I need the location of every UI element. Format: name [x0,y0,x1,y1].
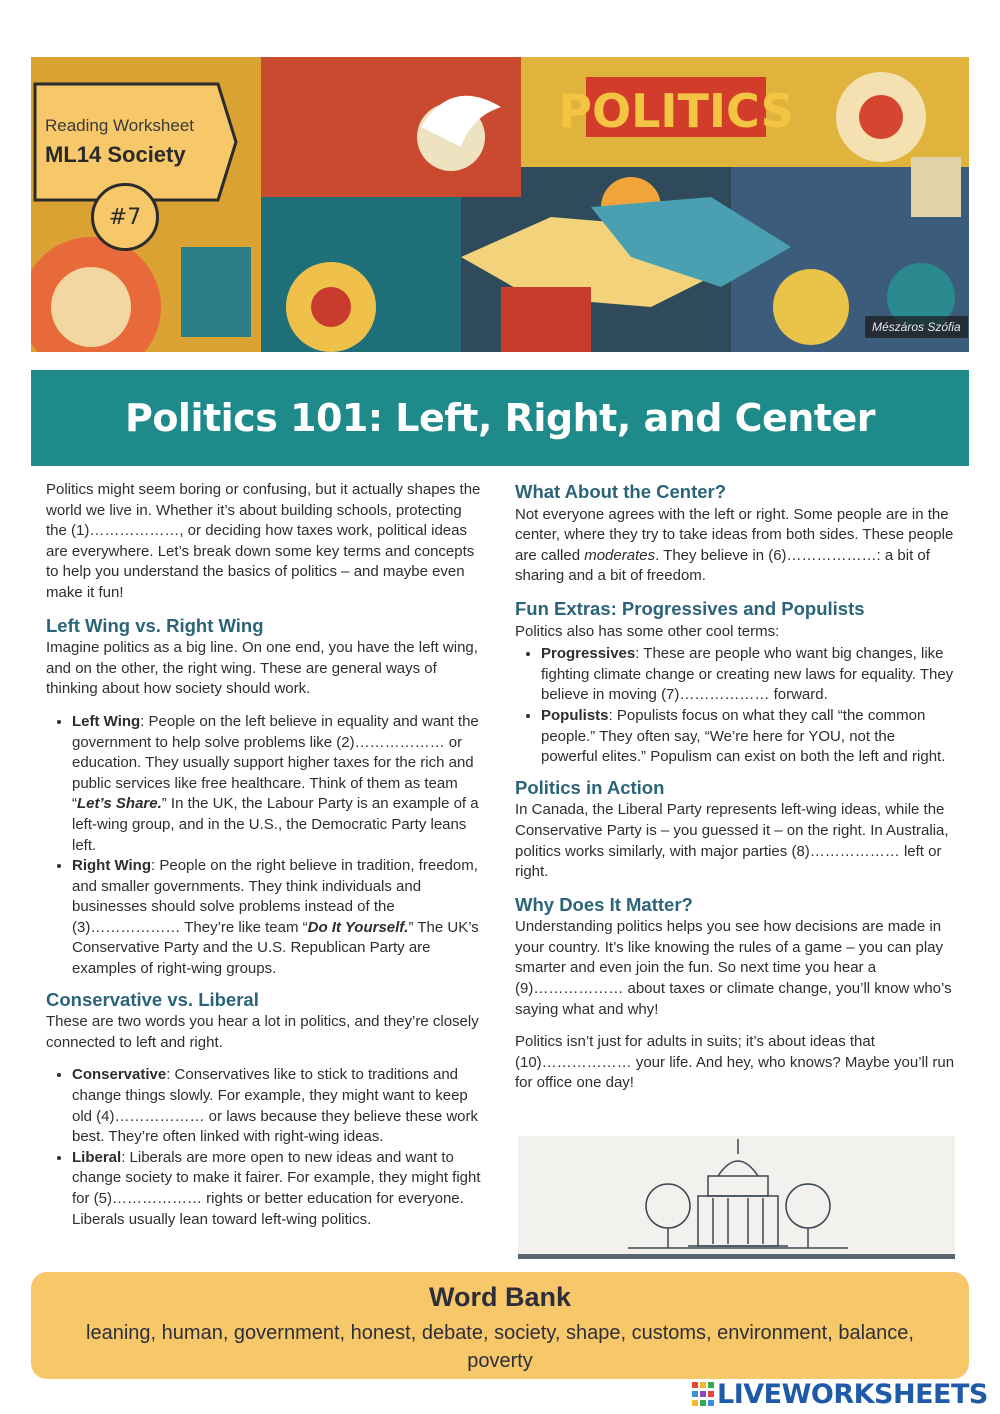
word-bank [31,1272,969,1379]
right-column [515,480,955,1106]
left-wing-slogan: Let’s Share. [77,795,162,813]
heading-matter: Why Does It Matter? [515,893,693,915]
matter-paragraph: Understanding politics helps you see how decisions are made in your country. It’s like knowing the rules of a game – you can play smarter and even join the fun. So next time you hear a (9)……………… about taxes or climate change, you’ll know who’s saying what and why! [515,918,952,1018]
wings-list [46,712,486,980]
term-left-wing: Left Wing [72,712,141,730]
heading-center: What About the Center? [515,481,727,502]
list-item [541,644,955,706]
capitol-building-icon [518,1136,955,1259]
cons-list [46,1065,486,1230]
right-wing-slogan: Do It Yourself. [307,918,409,936]
right-wing-text: : People on the right believe in tradition, freedom, and smaller governments. They think individuals and businesses should solve problems instead of the (3)……………… They’re like team “ [72,857,478,936]
progressives-text: : These are people who want big changes, like fighting climate change or creating new laws for equality. They believe in moving (7)……………… forward. [541,645,954,704]
left-wing-text-2: ” In the UK, the Labour Party is an example of a left-wing group, and in the U.S., the Democratic Party leans left. [72,795,479,854]
term-progressives: Progressives [541,645,636,663]
artist-signature: Mészáros Szófia [865,316,968,338]
list-item [541,706,955,768]
heading-action: Politics in Action [515,776,665,798]
closing-paragraph: Politics isn’t just for adults in suits; it’s about ideas that (10)……………… your life. And hey, who knows? Maybe you’ll run for office one day! [515,1033,955,1092]
liveworksheets-logo[interactable] [692,1379,988,1409]
liberal-text: : Liberals are more open to new ideas and want to change society to make it fairer. For example, they might fight for (5)……………… rights or better education for everyone. Liberals usually lean toward left-wing politics. [72,1148,481,1228]
poster-word: POLITICS [558,84,794,138]
badge-subtitle: Reading Worksheet [45,116,194,135]
term-conservative: Conservative [72,1066,167,1084]
heading-fun-extras: Fun Extras: Progressives and Populists [515,597,865,619]
term-right-wing: Right Wing [72,857,152,875]
title-bar [31,370,969,466]
heading-conservative-liberal: Conservative vs. Liberal [46,988,259,1010]
page-title: Politics 101: Left, Right, and Center [124,396,876,440]
wings-paragraph: Imagine politics as a big line. On one end, you have the left wing, and on the other, the right wing. These are general ways of thinking about how society should work. [46,639,478,698]
center-paragraph [515,505,955,587]
word-bank-words: leaning, human, government, honest, debate, society, shape, customs, environment, balance, poverty [86,1322,914,1372]
list-item [72,712,486,856]
cons-paragraph: These are two words you hear a lot in politics, and they’re closely connected to left and right. [46,1013,479,1051]
term-populists: Populists [541,706,609,724]
badge-title: ML14 Society [45,142,186,167]
center-text: Not everyone agrees with the left or right. Some people are in the center, where they try to take ideas from both sides. These people are called [515,505,954,564]
action-paragraph: In Canada, the Liberal Party represents left-wing ideas, while the Conservative Party is – you guessed it – on the right. In Australia, politics works similarly, with major parties (8)……………… left or right. [515,801,949,881]
fun-list [515,644,955,768]
intro-paragraph: Politics might seem boring or confusing, but it actually shapes the world we live in. Whether it’s about building schools, protecting the (1)………………, or deciding how taxes work, political ideas are everywhere. Let’s break down some key terms and concepts to help you understand the basics of politics – and maybe even make it fun! [46,481,481,601]
heading-wings: Left Wing vs. Right Wing [46,614,264,636]
left-wing-text: : People on the left believe in equality and want the government to help solve problems like (2)……………… or education. They usually support higher taxes for the rich and public services like free healthcare. Think of them as team “ [72,712,479,813]
center-text-2: . They believe in (6)………………: a bit of sharing and a bit of freedom. [515,546,930,585]
list-item [72,1148,486,1230]
left-column [46,480,486,1238]
list-item [72,856,486,980]
worksheet-number: #7 [91,183,159,251]
liveworksheets-icon [692,1382,714,1406]
center-emphasis: moderates [584,546,656,564]
logo-text: LIVEWORKSHEETS [717,1378,988,1410]
word-bank-title: Word Bank [428,1282,571,1312]
capitol-building-illustration [518,1136,955,1259]
fun-paragraph: Politics also has some other cool terms: [515,622,780,640]
populists-text: : Populists focus on what they call “the common people.” They often say, “We’re here for YOU, not the powerful elites.” Populism can exist on both the left and right. [541,706,946,766]
conservative-text: : Conservatives like to stick to traditions and change things slowly. For example, they might want to keep old (4)……………… or laws because they believe these work best. They’re often linked with right-wing ideas. [72,1066,478,1146]
list-item [72,1065,486,1147]
term-liberal: Liberal [72,1148,122,1166]
right-wing-text-2: ” The UK’s Conservative Party and the U.S. Republican Party are examples of right-wing groups. [72,918,479,978]
